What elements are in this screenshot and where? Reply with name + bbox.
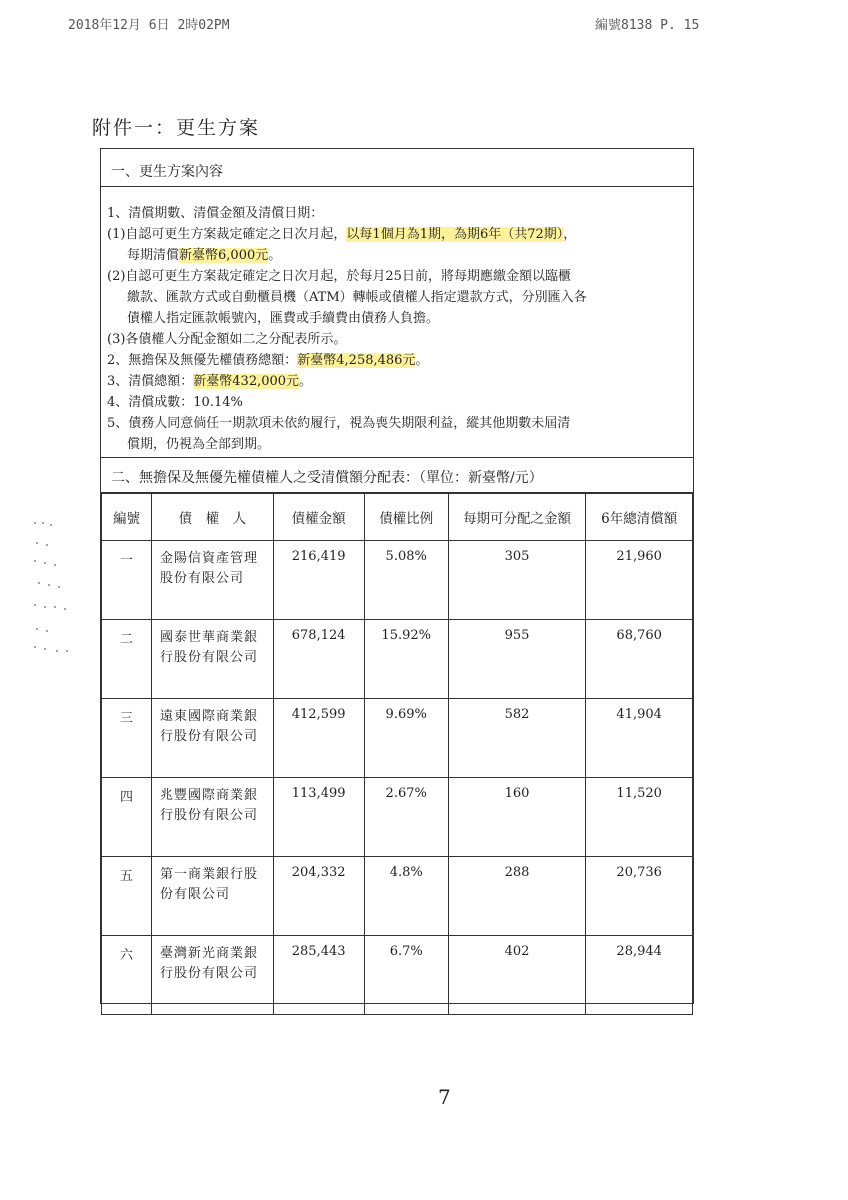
claim-amount: 113,499 — [273, 778, 364, 857]
claim-amount: 412,599 — [273, 699, 364, 778]
plan-frame — [100, 148, 694, 1004]
table-row — [102, 936, 693, 1015]
col-header-ratio: 債權比例 — [364, 494, 448, 541]
creditor-name: 第一商業銀行股份有限公司 — [152, 857, 274, 936]
plan-line: 繳款、匯款方式或自動櫃員機（ATM）轉帳或債權人指定還款方式，分別匯入各 — [127, 290, 587, 305]
highlight: 新臺幣432,000元 — [193, 374, 300, 389]
plan-line: (1)自認可更生方案裁定確定之日次月起，以每1個月為1期，為期6年（共72期）， — [107, 227, 577, 242]
per-period-amount: 582 — [448, 699, 586, 778]
creditor-name: 金陽信資產管理股份有限公司 — [152, 541, 274, 620]
total-repayment: 41,904 — [586, 699, 693, 778]
scan-noise-marks — [32, 520, 72, 670]
col-header-creditor: 債 權 人 — [152, 494, 274, 541]
total-repayment: 20,736 — [586, 857, 693, 936]
claim-amount: 204,332 — [273, 857, 364, 936]
total-repayment: 68,760 — [586, 620, 693, 699]
claim-ratio: 5.08% — [364, 541, 448, 620]
highlight: 新臺幣6,000元 — [179, 248, 269, 263]
claim-ratio: 15.92% — [364, 620, 448, 699]
per-period-amount: 288 — [448, 857, 586, 936]
table-row — [102, 857, 693, 936]
row-no: 二 — [102, 620, 152, 699]
total-repayment: 28,944 — [586, 936, 693, 1015]
section1-heading: 一、更生方案內容 — [101, 149, 693, 187]
plan-line: 每期清償新臺幣6,000元。 — [127, 248, 282, 263]
plan-line: 1、清償期數、清償金額及清償日期： — [107, 206, 324, 221]
table-row — [102, 541, 693, 620]
fax-timestamp: 2018年12月 6日 2時02PM — [68, 18, 230, 33]
per-period-amount: 402 — [448, 936, 586, 1015]
row-no: 五 — [102, 857, 152, 936]
distribution-table — [101, 493, 693, 1015]
total-repayment: 21,960 — [586, 541, 693, 620]
creditor-name: 兆豐國際商業銀行股份有限公司 — [152, 778, 274, 857]
claim-amount: 216,419 — [273, 541, 364, 620]
table-header-row — [102, 494, 693, 541]
creditor-name: 臺灣新光商業銀行股份有限公司 — [152, 936, 274, 1015]
col-header-no: 編號 — [102, 494, 152, 541]
table-row — [102, 778, 693, 857]
plan-line: 償期，仍視為全部到期。 — [127, 437, 271, 452]
claim-ratio: 6.7% — [364, 936, 448, 1015]
creditor-name: 遠東國際商業銀行股份有限公司 — [152, 699, 274, 778]
claim-ratio: 4.8% — [364, 857, 448, 936]
row-no: 三 — [102, 699, 152, 778]
claim-ratio: 9.69% — [364, 699, 448, 778]
plan-line: 5、債務人同意倘任一期款項未依約履行，視為喪失期限利益，縱其他期數未屆清 — [107, 416, 571, 431]
row-no: 六 — [102, 936, 152, 1015]
fax-header — [0, 8, 848, 32]
plan-line: 2、無擔保及無優先權債務總額：新臺幣4,258,486元。 — [107, 353, 429, 368]
total-repayment: 11,520 — [586, 778, 693, 857]
highlight: 新臺幣4,258,486元 — [297, 353, 416, 368]
fax-reference: 編號8138 P. 15 — [595, 18, 700, 33]
plan-line: 4、清償成數：10.14% — [107, 395, 243, 410]
col-header-total: 6年總清償額 — [586, 494, 693, 541]
section1-body — [107, 203, 687, 455]
col-header-per-period: 每期可分配之金額 — [448, 494, 586, 541]
table-row — [102, 620, 693, 699]
claim-ratio: 2.67% — [364, 778, 448, 857]
per-period-amount: 955 — [448, 620, 586, 699]
plan-line: 債權人指定匯款帳號內，匯費或手續費由債務人負擔。 — [127, 311, 440, 326]
creditor-name: 國泰世華商業銀行股份有限公司 — [152, 620, 274, 699]
document-title: 附件一：更生方案 — [92, 117, 261, 139]
per-period-amount: 305 — [448, 541, 586, 620]
section2-heading: 二、無擔保及無優先權債權人之受清償額分配表：（單位：新臺幣/元） — [101, 457, 693, 493]
claim-amount: 678,124 — [273, 620, 364, 699]
per-period-amount: 160 — [448, 778, 586, 857]
table-row — [102, 699, 693, 778]
col-header-amount: 債權金額 — [273, 494, 364, 541]
claim-amount: 285,443 — [273, 936, 364, 1015]
page-number: 7 — [438, 1085, 451, 1109]
highlight: 以每1個月為1期，為期6年（共72期） — [346, 227, 564, 242]
plan-line: (2)自認可更生方案裁定確定之日次月起，於每月25日前，將每期應繳金額以臨櫃 — [107, 269, 571, 284]
row-no: 一 — [102, 541, 152, 620]
plan-line: (3)各債權人分配金額如二之分配表所示。 — [107, 332, 347, 347]
plan-line: 3、清償總額：新臺幣432,000元。 — [107, 374, 313, 389]
row-no: 四 — [102, 778, 152, 857]
